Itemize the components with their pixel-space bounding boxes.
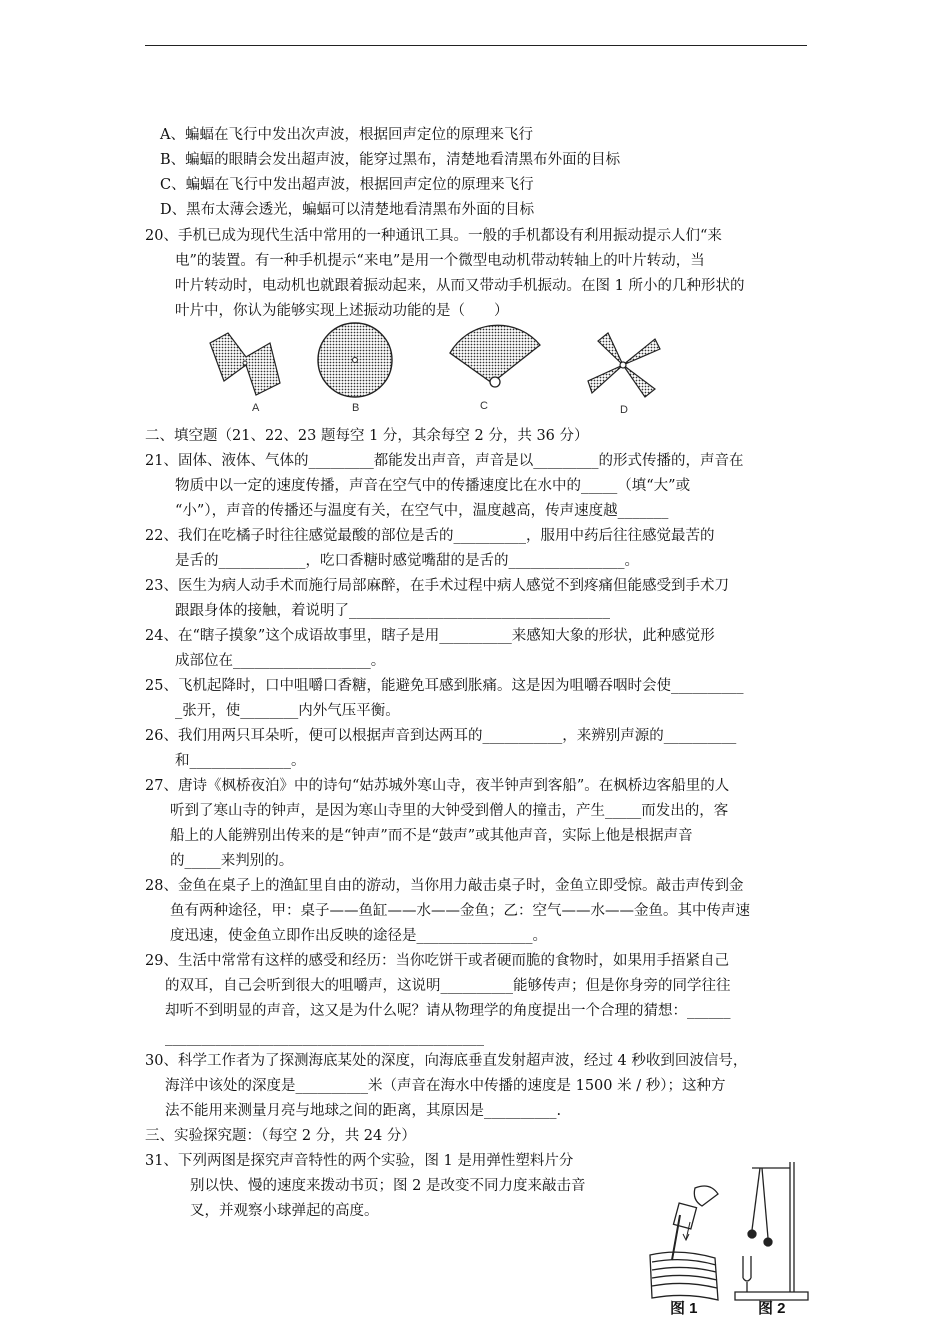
q25-line-2: _张开，使________内外气压平衡。 <box>175 703 400 719</box>
blade-c-shape <box>450 325 540 387</box>
blade-d-shape <box>588 333 660 397</box>
section-2-title: 二、填空题（21、22、23 题每空 1 分，其余每空 2 分，共 36 分） <box>145 428 589 444</box>
figure-1-book-drawing <box>650 1186 718 1300</box>
q31-line-3: 叉，并观察小球弹起的高度。 <box>190 1203 379 1219</box>
q19-option-d: D、黑布太薄会透光，蝙蝠可以清楚地看清黑布外面的目标 <box>160 202 535 218</box>
q23-line-2: 跟跟身体的接触，着说明了____________________________________ <box>175 603 610 619</box>
q29-line-4: ____________________________________________ <box>165 1030 484 1046</box>
q21-line-1: 21、固体、液体、气体的_________都能发出声音，声音是以_________的形式传播的，声音在 <box>145 453 744 469</box>
q19-option-c: C、蝙蝠在飞行中发出超声波，根据回声定位的原理来飞行 <box>160 177 534 193</box>
header-rule <box>145 45 807 46</box>
q20-line-2: 电”的装置。有一种手机提示“来电”是用一个微型电动机带动转轴上的叶片转动，当 <box>175 253 705 269</box>
q27-line-3: 船上的人能辨别出传来的是“钟声”而不是“鼓声”或其他声音，实际上他是根据声音 <box>170 828 693 844</box>
q26-line-1: 26、我们用两只耳朵听，便可以根据声音到达两耳的___________，来辨别声源的__________ <box>145 728 737 744</box>
q29-line-3: 却听不到明显的声音，这又是为什么呢？请从物理学的角度提出一个合理的猜想：______ <box>165 1003 731 1019</box>
q20-line-1: 20、手机已成为现代生活中常用的一种通讯工具。一般的手机都设有利用振动提示人们“来 <box>145 228 722 244</box>
q21-line-3: “小”），声音的传播还与温度有关，在空气中，温度越高，传声速度越_______ <box>175 503 669 519</box>
q24-line-2: 成部位在___________________。 <box>175 653 386 669</box>
q31-line-2: 别以快、慢的速度来拨动书页；图 2 是改变不同力度来敲击音 <box>190 1178 586 1194</box>
blade-shapes-figure <box>200 325 670 425</box>
figure-1-label: 图 1 <box>670 1300 698 1317</box>
q29-line-1: 29、生活中常常有这样的感受和经历：当你吃饼干或者硬而脆的食物时，如果用手捂紧自己 <box>145 953 729 969</box>
blade-label-b: B <box>352 402 360 414</box>
figure-2-label: 图 2 <box>758 1300 786 1317</box>
q20-line-4: 叶片中，你认为能够实现上述振动功能的是（ ） <box>175 303 509 319</box>
q22-line-1: 22、我们在吃橘子时往往感觉最酸的部位是舌的__________，服用中药后往往感觉最苦的 <box>145 528 715 544</box>
q30-line-1: 30、科学工作者为了探测海底某处的深度，向海底垂直发射超声波，经过 4 秒收到回波信号， <box>145 1053 748 1069</box>
q24-line-1: 24、在“瞎子摸象”这个成语故事里，瞎子是用__________来感知大象的形状，此种感觉形 <box>145 628 715 644</box>
q20-line-3: 叶片转动时，电动机也就跟着振动起来，从而又带动手机振动。在图 1 所小的几种形状的 <box>175 278 745 294</box>
q30-line-3: 法不能用来测量月亮与地球之间的距离，其原因是__________. <box>165 1103 562 1119</box>
q29-line-2: 的双耳，自己会听到很大的咀嚼声，这说明__________能够传声；但是你身旁的同学往往 <box>165 978 731 994</box>
q27-line-2: 听到了寒山寺的钟声，是因为寒山寺里的大钟受到僧人的撞击，产生_____而发出的，客 <box>170 803 729 819</box>
q19-option-a: A、蝙蝠在飞行中发出次声波，根据回声定位的原理来飞行 <box>160 127 533 143</box>
q28-line-1: 28、金鱼在桌子上的渔缸里自由的游动，当你用力敲击桌子时，金鱼立即受惊。敲击声传到金 <box>145 878 744 894</box>
blade-label-d: D <box>620 404 628 416</box>
section-3-title: 三、实验探究题：（每空 2 分，共 24 分） <box>145 1128 416 1144</box>
blade-label-c: C <box>480 400 488 412</box>
q23-line-1: 23、医生为病人动手术而施行局部麻醉，在手术过程中病人感觉不到疼痛但能感受到手术刀 <box>145 578 729 594</box>
q28-line-2: 鱼有两种途径，甲：桌子——鱼缸——水——金鱼；乙：空气——水——金鱼。其中传声速 <box>170 903 750 919</box>
q25-line-1: 25、飞机起降时，口中咀嚼口香糖，能避免耳感到胀痛。这是因为咀嚼吞咽时会使__________ <box>145 678 744 694</box>
q31-figures <box>640 1160 810 1310</box>
q21-line-2: 物质中以一定的速度传播，声音在空气中的传播速度比在水中的_____（填“大”或 <box>175 478 691 494</box>
q19-option-b: B、蝙蝠的眼睛会发出超声波，能穿过黑布，清楚地看清黑布外面的目标 <box>160 152 621 168</box>
q22-line-2: 是舌的____________，吃口香糖时感觉嘴甜的是舌的________________。 <box>175 553 639 569</box>
q28-line-3: 度迅速，使金鱼立即作出反映的途径是________________。 <box>170 928 547 944</box>
q27-line-4: 的_____来判别的。 <box>170 853 294 869</box>
q26-line-2: 和______________。 <box>175 753 306 769</box>
q27-line-1: 27、唐诗《枫桥夜泊》中的诗句“姑苏城外寒山寺，夜半钟声到客船”。在枫桥边客船里的人 <box>145 778 730 794</box>
blade-b-shape <box>318 323 392 397</box>
q30-line-2: 海洋中该处的深度是__________米（声音在海水中传播的速度是 1500 米 / 秒）；这种方 <box>165 1078 726 1094</box>
q31-line-1: 31、下列两图是探究声音特性的两个实验，图 1 是用弹性塑料片分 <box>145 1153 574 1169</box>
figure-2-tuning-fork-drawing <box>735 1162 808 1300</box>
blade-a-shape <box>210 333 280 395</box>
blade-label-a: A <box>252 402 260 414</box>
